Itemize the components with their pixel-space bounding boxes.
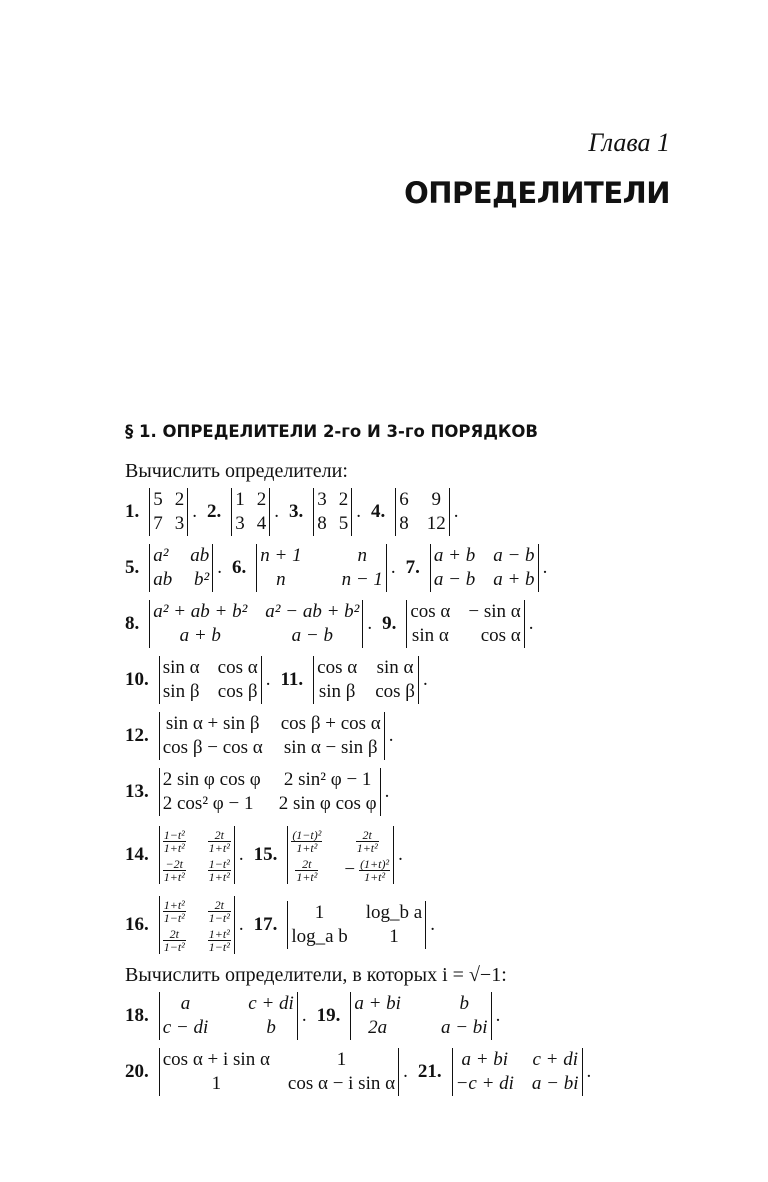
matrix-cell: b² [194, 569, 210, 590]
matrix-cell: 5 [338, 513, 349, 534]
matrix-cell: a − bi [531, 1073, 579, 1094]
matrix-cell: a + b [493, 569, 535, 590]
problem-number: 8. [125, 613, 140, 634]
matrix-cell: cos β [375, 681, 415, 702]
period: . [390, 557, 396, 578]
determinant [313, 656, 419, 704]
matrix-cell: a² + ab + b² [153, 601, 248, 622]
matrix-cell: 3 [174, 513, 185, 534]
determinant [159, 768, 381, 816]
problem-number: 10. [125, 669, 149, 690]
matrix-cell: c + di [532, 1049, 578, 1070]
problem-row [125, 656, 428, 704]
matrix-cell: c − di [162, 1017, 209, 1038]
period: . [528, 613, 534, 634]
fraction: $\frac{2t}{\text{1−t²}}$ [208, 898, 230, 926]
matrix-cell [163, 896, 186, 925]
problem-row [125, 712, 394, 760]
determinant [159, 896, 235, 954]
determinant [406, 600, 524, 648]
period: . [367, 613, 373, 634]
matrix-cell: −c + di [455, 1073, 514, 1094]
matrix-cell: cos α + i sin α [162, 1049, 270, 1070]
matrix-cell: a + b [433, 545, 476, 566]
matrix-cell: 4 [256, 513, 267, 534]
problem-number: 2. [207, 501, 222, 522]
problem-row [125, 544, 547, 592]
matrix-cell [163, 855, 186, 884]
determinant [159, 712, 385, 760]
period: . [495, 1005, 501, 1026]
matrix-cell [291, 826, 322, 855]
minus-sign: − [344, 859, 356, 880]
period: . [301, 1005, 307, 1026]
matrix-cell: ab [153, 569, 173, 590]
chapter-label: Глава 1 [588, 128, 670, 157]
matrix-cell [163, 925, 186, 954]
matrix-cell: cos β − cos α [162, 737, 263, 758]
period: . [586, 1061, 592, 1082]
determinant [159, 992, 298, 1040]
period: . [430, 914, 435, 935]
matrix-cell: cos α − i sin α [287, 1073, 396, 1094]
period: . [384, 781, 390, 802]
section-heading: § 1. ОПРЕДЕЛИТЕЛИ 2-го И 3-го ПОРЯДКОВ [125, 422, 538, 441]
fraction: $\frac{2t}{\text{1+t²}}$ [356, 828, 378, 856]
period: . [238, 914, 244, 935]
matrix-cell: log_a b [291, 926, 348, 947]
determinant [159, 656, 262, 704]
matrix-cell: 2a [368, 1017, 388, 1038]
determinant [231, 488, 270, 536]
determinant [149, 600, 363, 648]
fraction: $\frac{\text{1−t²}}{\text{1+t²}}$ [163, 828, 185, 856]
period: . [388, 725, 394, 746]
matrix-cell: 3 [317, 489, 327, 510]
period: . [192, 501, 197, 522]
matrix-cell: a − b [433, 569, 476, 590]
problem-number: 7. [405, 557, 420, 578]
period: . [542, 557, 548, 578]
matrix-cell: a [180, 993, 191, 1014]
period: . [274, 501, 279, 522]
matrix-cell: c + di [248, 993, 294, 1014]
matrix-cell: n [276, 569, 286, 590]
problem-number: 1. [125, 501, 140, 522]
matrix-cell [291, 855, 322, 884]
matrix-cell [208, 855, 231, 884]
problem-row [125, 992, 500, 1040]
problem-number: 20. [125, 1061, 149, 1082]
period: . [453, 501, 459, 522]
matrix-cell: n [357, 545, 367, 566]
fraction: $\frac{\text{1+t²}}{\text{1−t²}}$ [163, 898, 185, 926]
determinant [350, 992, 491, 1040]
matrix-cell: sin β [162, 681, 200, 702]
period: . [398, 844, 403, 865]
problem-number: 11. [280, 669, 304, 690]
period: . [265, 669, 271, 690]
problem-number: 3. [289, 501, 304, 522]
matrix-cell: cos β [217, 681, 258, 702]
matrix-cell: cos α [317, 657, 358, 678]
matrix-cell: 3 [235, 513, 245, 534]
problem-number: 9. [382, 613, 397, 634]
fraction: $\frac{\text{(1−t)²}}{\text{1+t²}}$ [292, 828, 322, 856]
matrix-cell: a + b [179, 625, 221, 646]
problem-row [125, 826, 403, 884]
problem-row [125, 488, 459, 536]
problem-number: 21. [417, 1061, 442, 1082]
period: . [217, 557, 222, 578]
fraction: $\frac{2t}{\text{1+t²}}$ [208, 828, 230, 856]
determinant [287, 826, 394, 884]
matrix-cell: cos α [480, 625, 521, 646]
problem-number: 18. [125, 1005, 149, 1026]
matrix-cell: 2 sin² φ − 1 [283, 769, 372, 790]
matrix-cell: 5 [153, 489, 163, 510]
problem-number: 15. [253, 844, 278, 865]
problem-number: 19. [316, 1005, 341, 1026]
matrix-cell [208, 896, 231, 925]
matrix-cell: sin α [162, 657, 200, 678]
matrix-cell: sin α − sin β [283, 737, 378, 758]
matrix-cell: a² [153, 545, 169, 566]
problem-row [125, 768, 389, 816]
matrix-cell: n + 1 [260, 545, 302, 566]
fraction: $\frac{\text{1−t²}}{\text{1+t²}}$ [208, 857, 230, 885]
problem-number: 13. [125, 781, 149, 802]
problem-number: 4. [371, 501, 386, 522]
matrix-cell: 9 [431, 489, 441, 510]
matrix-cell: 1 [211, 1073, 222, 1094]
instruction-text: Вычислить определители: [125, 460, 348, 482]
period: . [422, 669, 428, 690]
determinant [256, 544, 387, 592]
matrix-cell: a − b [291, 625, 333, 646]
fraction: $\frac{2t}{\text{1−t²}}$ [163, 927, 185, 955]
matrix-cell: 2 [338, 489, 349, 510]
problem-row [125, 896, 435, 954]
matrix-cell: 12 [426, 513, 446, 534]
fraction: $\frac{\text{(1+t)²}}{\text{1+t²}}$ [360, 857, 390, 885]
determinant [159, 1048, 399, 1096]
determinant [430, 544, 539, 592]
matrix-cell: 8 [317, 513, 327, 534]
matrix-cell: a + bi [461, 1049, 509, 1070]
period: . [356, 501, 361, 522]
problem-number: 5. [125, 557, 140, 578]
matrix-cell: 1 [314, 902, 325, 923]
matrix-cell: 2 cos² φ − 1 [162, 793, 254, 814]
problem-number: 6. [232, 557, 247, 578]
matrix-cell: b [459, 993, 469, 1014]
determinant [149, 544, 213, 592]
matrix-cell: a − b [493, 545, 535, 566]
period: . [238, 844, 244, 865]
matrix-cell: 6 [399, 489, 409, 510]
matrix-cell: cos α [217, 657, 258, 678]
matrix-cell: log_b a [365, 902, 423, 923]
matrix-cell: 1 [235, 489, 245, 510]
matrix-cell: − sin α [468, 601, 521, 622]
matrix-cell: sin β [318, 681, 356, 702]
matrix-cell: a + bi [354, 993, 401, 1014]
matrix-cell: b [266, 1017, 276, 1038]
determinant [313, 488, 352, 536]
matrix-cell: 7 [153, 513, 163, 534]
fraction: $\frac{-2t}{\text{1+t²}}$ [163, 857, 185, 885]
matrix-cell: ab [190, 545, 210, 566]
matrix-cell: n − 1 [341, 569, 383, 590]
fraction: $\frac{\text{1+t²}}{\text{1−t²}}$ [208, 927, 230, 955]
matrix-cell: 2 sin φ cos φ [278, 793, 377, 814]
matrix-cell: 1 [336, 1049, 347, 1070]
problem-number: 17. [253, 914, 278, 935]
matrix-cell: 2 [174, 489, 185, 510]
problem-number: 16. [125, 914, 149, 935]
determinant [149, 488, 188, 536]
matrix-cell [208, 826, 231, 855]
period: . [403, 1061, 408, 1082]
matrix-cell: 2 [256, 489, 267, 510]
problem-row [125, 600, 533, 648]
matrix-cell: a − bi [440, 1017, 488, 1038]
matrix-cell: a² − ab + b² [265, 601, 360, 622]
matrix-cell [344, 826, 390, 855]
problem-number: 14. [125, 844, 149, 865]
matrix-cell: 8 [399, 513, 409, 534]
fraction: $\frac{2t}{\text{1+t²}}$ [296, 857, 318, 885]
matrix-cell [208, 925, 231, 954]
determinant [287, 901, 426, 949]
chapter-title: ОПРЕДЕЛИТЕЛИ [404, 176, 670, 210]
matrix-cell: 1 [389, 926, 399, 947]
matrix-cell [163, 826, 186, 855]
matrix-cell: cos α [410, 601, 451, 622]
determinant [395, 488, 450, 536]
matrix-cell: 2 sin φ cos φ [162, 769, 261, 790]
instruction-text: Вычислить определители, в которых i = √−1: [125, 964, 507, 986]
matrix-cell: sin α [411, 625, 449, 646]
matrix-cell: sin α + sin β [165, 713, 260, 734]
matrix-cell [344, 855, 390, 884]
matrix-cell: sin α [376, 657, 414, 678]
determinant [452, 1048, 583, 1096]
determinant [159, 826, 235, 884]
problem-number: 12. [125, 725, 149, 746]
matrix-cell: cos β + cos α [280, 713, 381, 734]
problem-row [125, 1048, 591, 1096]
